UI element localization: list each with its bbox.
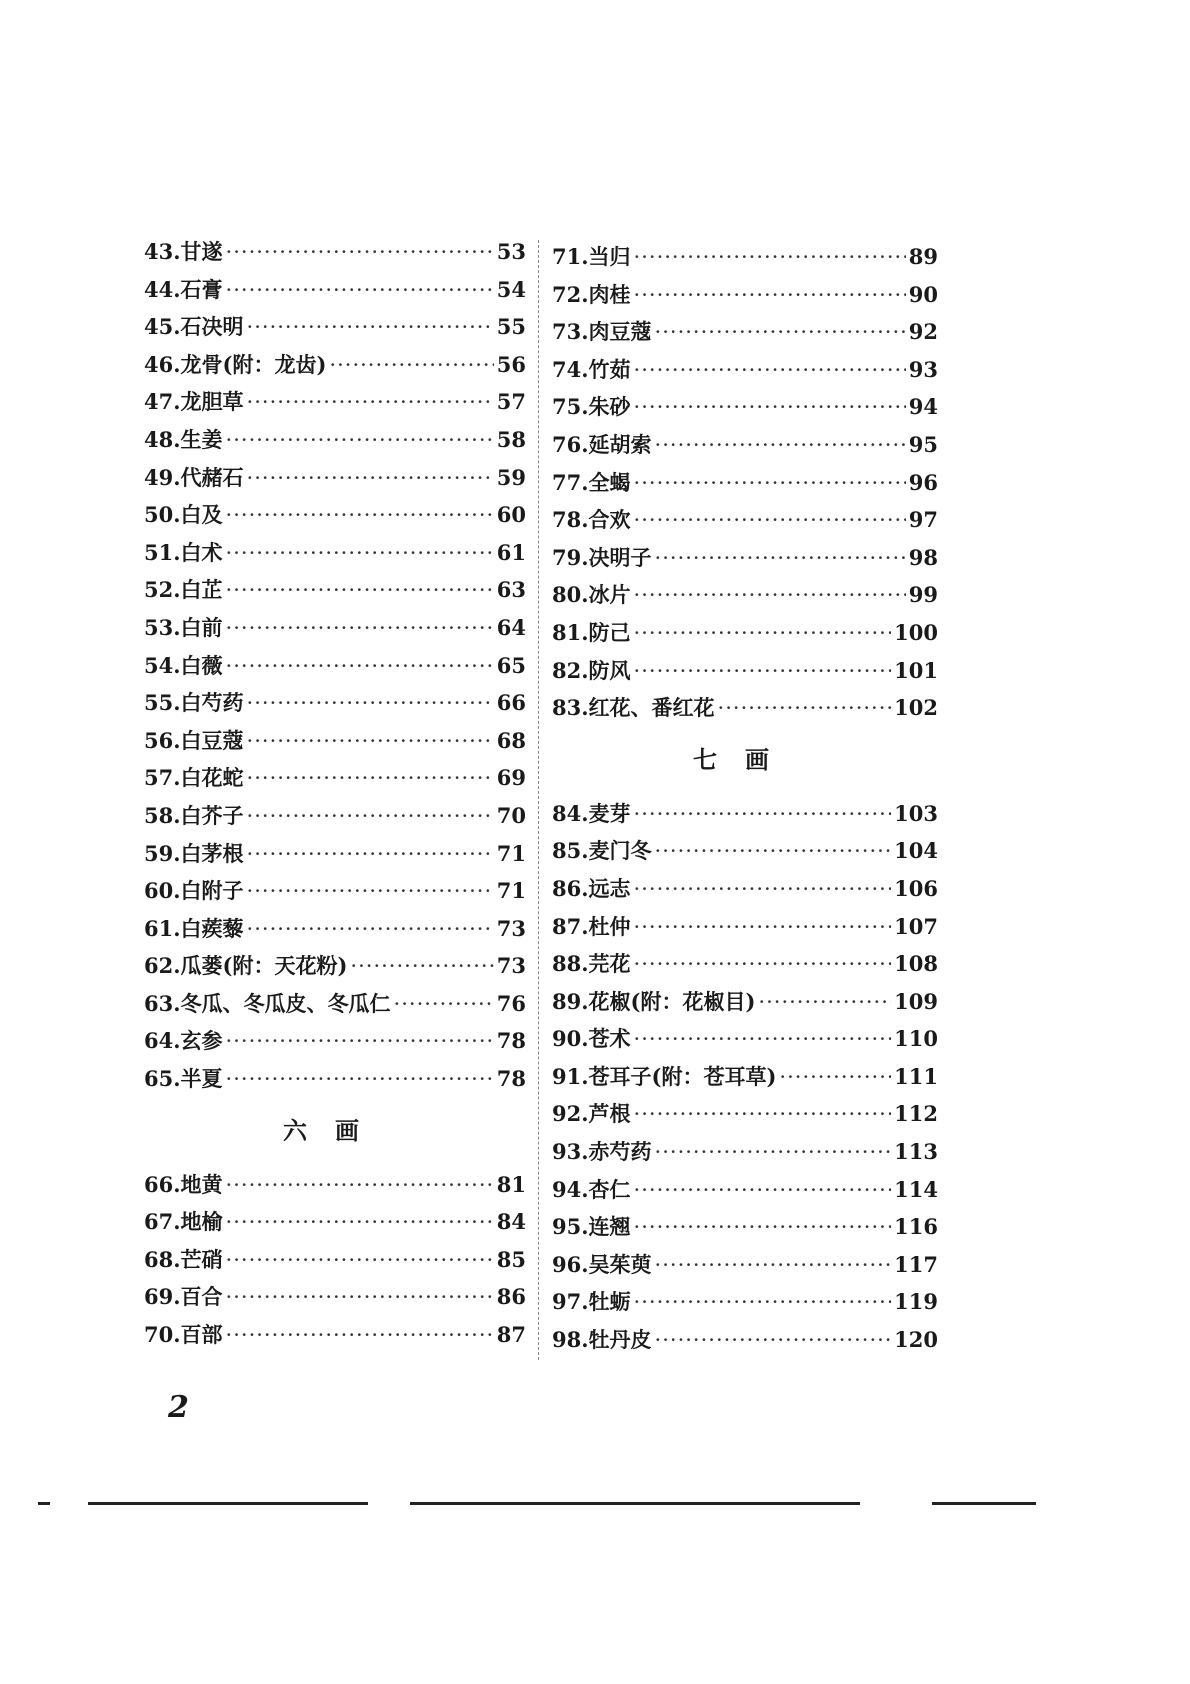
entry-number: 47. xyxy=(144,389,181,415)
entry-page: 92 xyxy=(908,319,938,345)
entry-page: 59 xyxy=(496,464,526,490)
toc-entry[interactable] xyxy=(552,1283,938,1321)
entry-page: 102 xyxy=(894,695,938,721)
dot-leader xyxy=(226,572,494,610)
entry-title: 地榆 xyxy=(180,1209,223,1235)
toc-entry[interactable] xyxy=(144,797,526,835)
entry-title: 龙胆草 xyxy=(180,389,244,415)
entry-number: 71. xyxy=(552,244,589,269)
toc-entry[interactable] xyxy=(552,539,938,577)
toc-group xyxy=(552,238,938,727)
dot-leader xyxy=(226,535,494,573)
entry-title: 白花蛇 xyxy=(180,765,244,791)
dot-leader xyxy=(634,1284,892,1322)
toc-entry[interactable] xyxy=(144,609,526,647)
dot-leader xyxy=(247,760,494,798)
toc-entry[interactable] xyxy=(144,421,526,459)
entry-title: 防己 xyxy=(588,619,631,645)
entry-title: 当归 xyxy=(588,244,631,269)
toc-entry[interactable] xyxy=(144,459,526,497)
dot-leader xyxy=(226,422,494,460)
dot-leader xyxy=(634,1021,892,1059)
entry-page: 73 xyxy=(496,915,526,941)
entry-number: 86. xyxy=(552,875,589,901)
entry-title: 红花、番红花 xyxy=(588,695,715,721)
dot-leader xyxy=(226,1061,494,1099)
entry-title: 芒硝 xyxy=(180,1246,223,1272)
entry-number: 55. xyxy=(144,690,181,716)
dot-leader xyxy=(634,1096,892,1134)
entry-title: 苍术 xyxy=(588,1026,631,1052)
toc-entry[interactable] xyxy=(552,351,938,389)
dot-leader xyxy=(247,685,494,723)
toc-entry[interactable] xyxy=(144,910,526,948)
entry-number: 95. xyxy=(552,1214,589,1240)
dot-leader xyxy=(226,497,494,535)
scan-rule xyxy=(932,1502,1036,1505)
dot-leader xyxy=(634,239,906,277)
dot-leader xyxy=(394,986,494,1024)
dot-leader xyxy=(226,610,494,648)
dot-leader xyxy=(247,460,494,498)
entry-page: 78 xyxy=(496,1066,526,1092)
entry-title: 苍耳子(附：苍耳草) xyxy=(588,1063,777,1089)
entry-title: 朱砂 xyxy=(588,394,631,420)
dot-leader xyxy=(247,836,494,874)
dot-leader xyxy=(226,1204,494,1242)
column-divider xyxy=(538,240,539,1360)
entry-number: 48. xyxy=(144,426,181,452)
entry-page: 89 xyxy=(908,244,938,269)
entry-title: 石决明 xyxy=(180,314,244,340)
entry-page: 96 xyxy=(908,469,938,495)
entry-number: 74. xyxy=(552,356,589,382)
entry-title: 延胡索 xyxy=(588,431,652,457)
entry-page: 54 xyxy=(496,276,526,302)
entry-title: 杜仲 xyxy=(588,913,631,939)
entry-page: 107 xyxy=(894,913,938,939)
toc-entry[interactable] xyxy=(552,313,938,351)
dot-leader xyxy=(655,314,906,352)
dot-leader xyxy=(226,1167,494,1205)
dot-leader xyxy=(226,1242,494,1280)
entry-page: 112 xyxy=(894,1101,938,1127)
entry-page: 93 xyxy=(908,356,938,382)
toc-entry[interactable] xyxy=(552,1246,938,1284)
entry-page: 68 xyxy=(496,727,526,753)
entry-page: 57 xyxy=(496,389,526,415)
entry-title: 赤芍药 xyxy=(588,1139,652,1165)
entry-page: 65 xyxy=(496,652,526,678)
entry-number: 78. xyxy=(552,507,589,533)
entry-number: 54. xyxy=(144,652,181,678)
dot-leader xyxy=(634,1172,892,1210)
entry-page: 85 xyxy=(496,1246,526,1272)
page-number: 2 xyxy=(168,1390,189,1425)
entry-title: 牡蛎 xyxy=(588,1289,631,1315)
entry-number: 63. xyxy=(144,990,181,1016)
toc-entry[interactable] xyxy=(552,652,938,690)
entry-page: 76 xyxy=(496,990,526,1016)
dot-leader xyxy=(247,873,494,911)
entry-title: 白豆蔻 xyxy=(180,727,244,753)
entry-title: 白芷 xyxy=(180,577,223,603)
scan-rule xyxy=(88,1502,368,1505)
dot-leader xyxy=(655,540,906,578)
toc-entry[interactable] xyxy=(552,945,938,983)
entry-number: 90. xyxy=(552,1026,589,1052)
entry-title: 石膏 xyxy=(180,276,223,302)
entry-number: 92. xyxy=(552,1101,589,1127)
dot-leader xyxy=(758,984,891,1022)
entry-page: 117 xyxy=(894,1251,938,1277)
dot-leader xyxy=(634,389,906,427)
entry-page: 58 xyxy=(496,426,526,452)
toc-entry[interactable] xyxy=(144,835,526,873)
dot-leader xyxy=(634,653,892,691)
entry-number: 81. xyxy=(552,619,589,645)
entry-number: 80. xyxy=(552,582,589,608)
toc-entry[interactable] xyxy=(144,1278,526,1316)
entry-title: 花椒(附：花椒目) xyxy=(588,988,756,1014)
entry-number: 52. xyxy=(144,577,181,603)
toc-entry[interactable] xyxy=(144,872,526,910)
dot-leader xyxy=(247,384,494,422)
entry-page: 97 xyxy=(908,507,938,533)
dot-leader xyxy=(634,277,906,315)
dot-leader xyxy=(226,1279,494,1317)
entry-title: 百部 xyxy=(180,1322,223,1348)
toc-entry[interactable] xyxy=(144,1316,526,1354)
toc-entry[interactable] xyxy=(144,647,526,685)
entry-number: 96. xyxy=(552,1251,589,1277)
dot-leader xyxy=(655,1322,892,1360)
toc-entry[interactable] xyxy=(552,388,938,426)
toc-entry[interactable] xyxy=(552,1095,938,1133)
entry-title: 白茅根 xyxy=(180,840,244,866)
entry-page: 84 xyxy=(496,1209,526,1235)
entry-number: 65. xyxy=(144,1066,181,1092)
dot-leader xyxy=(329,347,493,385)
entry-page: 104 xyxy=(894,838,938,864)
toc-entry[interactable] xyxy=(552,689,938,727)
toc-entry[interactable] xyxy=(552,276,938,314)
entry-page: 95 xyxy=(908,431,938,457)
entry-title: 芦根 xyxy=(588,1101,631,1127)
entry-page: 94 xyxy=(908,394,938,420)
toc-right-column xyxy=(552,238,938,1359)
entry-page: 81 xyxy=(496,1171,526,1197)
entry-number: 82. xyxy=(552,657,589,683)
entry-page: 103 xyxy=(894,800,938,826)
dot-leader xyxy=(634,909,892,947)
dot-leader xyxy=(634,946,892,984)
entry-page: 111 xyxy=(894,1063,938,1089)
entry-page: 120 xyxy=(894,1327,938,1353)
toc-entry[interactable] xyxy=(144,1241,526,1279)
entry-page: 64 xyxy=(496,614,526,640)
dot-leader xyxy=(247,798,494,836)
toc-entry[interactable] xyxy=(144,1203,526,1241)
toc-entry[interactable] xyxy=(552,426,938,464)
entry-number: 97. xyxy=(552,1289,589,1315)
toc-entry[interactable] xyxy=(552,870,938,908)
toc-entry[interactable] xyxy=(144,684,526,722)
entry-page: 78 xyxy=(496,1028,526,1054)
entry-number: 45. xyxy=(144,314,181,340)
toc-entry[interactable] xyxy=(552,832,938,870)
entry-title: 白附子 xyxy=(180,878,244,904)
entry-title: 白及 xyxy=(180,502,223,528)
toc-entry[interactable] xyxy=(144,233,526,271)
entry-page: 87 xyxy=(496,1322,526,1348)
dot-leader xyxy=(226,272,494,310)
toc-entry[interactable] xyxy=(552,795,938,833)
entry-page: 61 xyxy=(496,539,526,565)
dot-leader xyxy=(634,796,892,834)
entry-title: 吴茱萸 xyxy=(588,1251,652,1277)
entry-number: 93. xyxy=(552,1139,589,1165)
toc-entry[interactable] xyxy=(144,1166,526,1204)
dot-leader xyxy=(779,1059,891,1097)
entry-title: 全蝎 xyxy=(588,469,631,495)
dot-leader xyxy=(247,911,494,949)
entry-page: 69 xyxy=(496,765,526,791)
entry-page: 71 xyxy=(496,878,526,904)
entry-number: 76. xyxy=(552,431,589,457)
entry-number: 62. xyxy=(144,953,181,979)
entry-title: 半夏 xyxy=(180,1066,223,1092)
dot-leader xyxy=(350,948,493,986)
entry-page: 63 xyxy=(496,577,526,603)
entry-page: 73 xyxy=(496,953,526,979)
entry-title: 冬瓜、冬瓜皮、冬瓜仁 xyxy=(180,990,391,1016)
entry-page: 101 xyxy=(894,657,938,683)
toc-group xyxy=(144,233,526,1098)
entry-title: 麦门冬 xyxy=(588,838,652,864)
dot-leader xyxy=(655,833,892,871)
dot-leader xyxy=(634,615,892,653)
entry-page: 90 xyxy=(908,281,938,307)
entry-number: 70. xyxy=(144,1322,181,1348)
entry-number: 77. xyxy=(552,469,589,495)
entry-number: 64. xyxy=(144,1028,181,1054)
entry-title: 瓜蒌(附：天花粉) xyxy=(180,953,348,979)
entry-number: 59. xyxy=(144,840,181,866)
entry-title: 甘遂 xyxy=(180,239,223,264)
toc-entry[interactable] xyxy=(144,571,526,609)
entry-title: 白蒺藜 xyxy=(180,915,244,941)
entry-number: 75. xyxy=(552,394,589,420)
entry-number: 88. xyxy=(552,951,589,977)
toc-entry[interactable] xyxy=(144,346,526,384)
entry-number: 66. xyxy=(144,1171,181,1197)
dot-leader xyxy=(634,577,906,615)
entry-number: 85. xyxy=(552,838,589,864)
entry-title: 龙骨(附：龙齿) xyxy=(180,351,327,377)
toc-entry[interactable] xyxy=(552,1020,938,1058)
entry-page: 53 xyxy=(496,239,526,264)
entry-page: 106 xyxy=(894,875,938,901)
entry-title: 百合 xyxy=(180,1284,223,1310)
entry-number: 84. xyxy=(552,800,589,826)
toc-entry[interactable] xyxy=(552,908,938,946)
scan-rule xyxy=(38,1502,50,1505)
dot-leader xyxy=(655,1247,892,1285)
toc-entry[interactable] xyxy=(552,238,938,276)
entry-number: 89. xyxy=(552,988,589,1014)
toc-entry[interactable] xyxy=(144,722,526,760)
toc-entry[interactable] xyxy=(552,1133,938,1171)
dot-leader xyxy=(226,1023,494,1061)
entry-page: 98 xyxy=(908,544,938,570)
entry-page: 109 xyxy=(894,988,938,1014)
entry-title: 合欢 xyxy=(588,507,631,533)
toc-left-column xyxy=(144,233,526,1354)
toc-entry[interactable] xyxy=(144,308,526,346)
toc-entry[interactable] xyxy=(144,1060,526,1098)
entry-number: 72. xyxy=(552,281,589,307)
entry-title: 决明子 xyxy=(588,544,652,570)
entry-title: 冰片 xyxy=(588,582,631,608)
entry-number: 49. xyxy=(144,464,181,490)
entry-number: 43. xyxy=(144,239,181,264)
dot-leader xyxy=(655,1134,892,1172)
entry-title: 牡丹皮 xyxy=(588,1327,652,1353)
entry-number: 57. xyxy=(144,765,181,791)
entry-page: 60 xyxy=(496,502,526,528)
toc-entry[interactable] xyxy=(552,501,938,539)
dot-leader xyxy=(226,234,494,272)
entry-page: 71 xyxy=(496,840,526,866)
entry-page: 66 xyxy=(496,690,526,716)
toc-entry[interactable] xyxy=(552,1058,938,1096)
toc-entry[interactable] xyxy=(144,759,526,797)
toc-entry[interactable] xyxy=(144,1022,526,1060)
toc-group xyxy=(144,1166,526,1354)
toc-entry[interactable] xyxy=(552,464,938,502)
toc-entry[interactable] xyxy=(552,1208,938,1246)
dot-leader xyxy=(634,502,906,540)
entry-number: 91. xyxy=(552,1063,589,1089)
entry-number: 53. xyxy=(144,614,181,640)
entry-title: 白芥子 xyxy=(180,802,244,828)
entry-title: 地黄 xyxy=(180,1171,223,1197)
section-heading: 六画 xyxy=(283,1116,387,1145)
entry-number: 73. xyxy=(552,319,589,345)
entry-title: 白芍药 xyxy=(180,690,244,716)
dot-leader xyxy=(226,648,494,686)
entry-number: 46. xyxy=(144,351,181,377)
dot-leader xyxy=(634,465,906,503)
entry-page: 114 xyxy=(894,1176,938,1202)
entry-page: 55 xyxy=(496,314,526,340)
entry-title: 连翘 xyxy=(588,1214,631,1240)
entry-number: 83. xyxy=(552,695,589,721)
entry-title: 防风 xyxy=(588,657,631,683)
toc-entry[interactable] xyxy=(144,534,526,572)
entry-title: 玄参 xyxy=(180,1028,223,1054)
scan-rule xyxy=(410,1502,860,1505)
entry-number: 87. xyxy=(552,913,589,939)
entry-page: 86 xyxy=(496,1284,526,1310)
entry-title: 竹茹 xyxy=(588,356,631,382)
toc-entry[interactable] xyxy=(552,983,938,1021)
toc-entry[interactable] xyxy=(552,1171,938,1209)
entry-title: 生姜 xyxy=(180,426,223,452)
entry-title: 白前 xyxy=(180,614,223,640)
entry-title: 白术 xyxy=(180,539,223,565)
toc-entry[interactable] xyxy=(144,985,526,1023)
entry-number: 79. xyxy=(552,544,589,570)
entry-number: 44. xyxy=(144,276,181,302)
dot-leader xyxy=(247,723,494,761)
section-heading: 七画 xyxy=(693,745,797,774)
toc-entry[interactable] xyxy=(552,1321,938,1359)
entry-number: 56. xyxy=(144,727,181,753)
dot-leader xyxy=(718,690,892,728)
toc-group xyxy=(552,795,938,1359)
entry-number: 61. xyxy=(144,915,181,941)
toc-entry[interactable] xyxy=(144,496,526,534)
dot-leader xyxy=(655,427,906,465)
toc-entry[interactable] xyxy=(552,614,938,652)
entry-title: 芫花 xyxy=(588,951,631,977)
entry-title: 代赭石 xyxy=(180,464,244,490)
entry-number: 58. xyxy=(144,802,181,828)
dot-leader xyxy=(634,1209,892,1247)
toc-entry[interactable] xyxy=(552,576,938,614)
entry-page: 116 xyxy=(894,1214,938,1240)
dot-leader xyxy=(247,309,494,347)
entry-number: 60. xyxy=(144,878,181,904)
entry-page: 110 xyxy=(894,1026,938,1052)
entry-page: 113 xyxy=(894,1139,938,1165)
entry-number: 51. xyxy=(144,539,181,565)
entry-number: 50. xyxy=(144,502,181,528)
toc-entry[interactable] xyxy=(144,383,526,421)
entry-page: 56 xyxy=(496,351,526,377)
entry-page: 108 xyxy=(894,951,938,977)
entry-number: 94. xyxy=(552,1176,589,1202)
entry-title: 肉豆蔻 xyxy=(588,319,652,345)
entry-title: 白薇 xyxy=(180,652,223,678)
entry-number: 68. xyxy=(144,1246,181,1272)
entry-page: 70 xyxy=(496,802,526,828)
entry-number: 69. xyxy=(144,1284,181,1310)
entry-page: 119 xyxy=(894,1289,938,1315)
entry-page: 99 xyxy=(908,582,938,608)
entry-title: 远志 xyxy=(588,875,631,901)
dot-leader xyxy=(634,871,892,909)
entry-title: 肉桂 xyxy=(588,281,631,307)
entry-number: 98. xyxy=(552,1327,589,1353)
dot-leader xyxy=(634,352,906,390)
entry-title: 麦芽 xyxy=(588,800,631,826)
entry-title: 杏仁 xyxy=(588,1176,631,1202)
toc-entry[interactable] xyxy=(144,947,526,985)
toc-entry[interactable] xyxy=(144,271,526,309)
entry-page: 100 xyxy=(894,619,938,645)
entry-number: 67. xyxy=(144,1209,181,1235)
dot-leader xyxy=(226,1317,494,1355)
